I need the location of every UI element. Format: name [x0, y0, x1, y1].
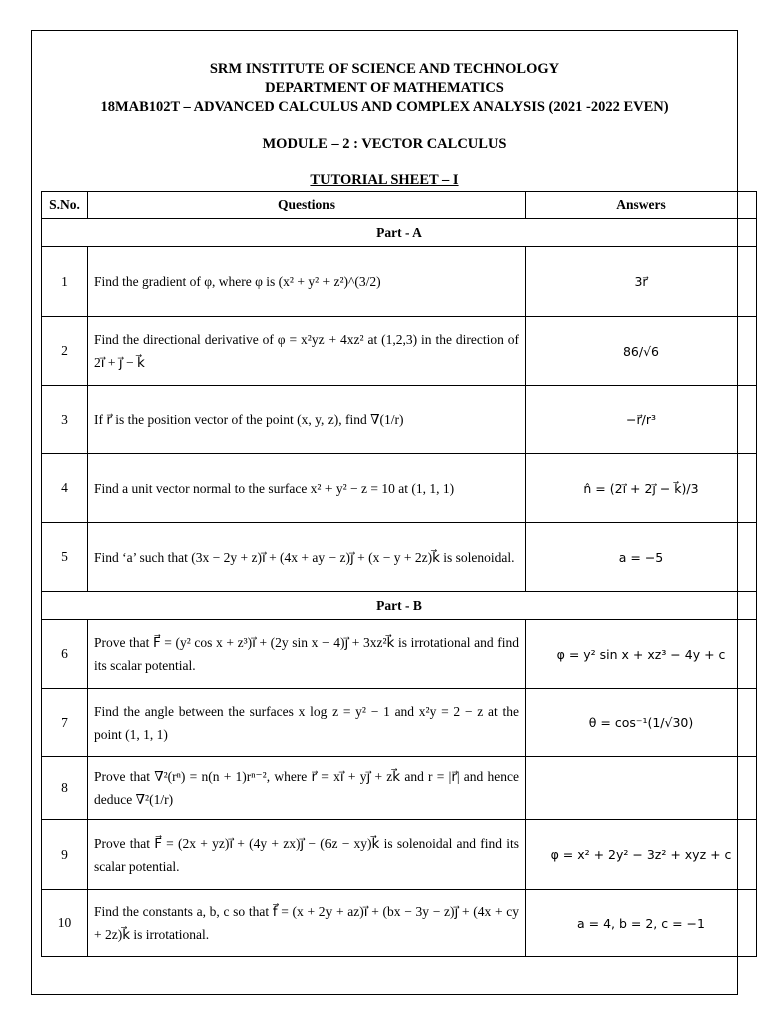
table-row [42, 620, 757, 689]
table-row [42, 820, 757, 890]
table-row [42, 890, 757, 957]
row-number: 10 [42, 890, 88, 957]
row-number: 2 [42, 317, 88, 386]
question-cell: If r⃗ is the position vector of the point (x, y, z), find ∇(1/r) [88, 386, 526, 454]
row-number: 9 [42, 820, 88, 890]
question-cell: Find ‘a’ such that (3x − 2y + z)i⃗ + (4x + ay − z)j⃗ + (x − y + 2z)k⃗ is solenoidal. [88, 523, 526, 592]
department-title: DEPARTMENT OF MATHEMATICS [265, 80, 504, 96]
table-row [42, 247, 757, 317]
table-row [42, 523, 757, 592]
answer-cell: θ = cos⁻¹(1/√30) [526, 689, 757, 757]
answer-cell: 86/√6 [526, 317, 757, 386]
table-header-row [42, 192, 757, 219]
sheet-title: TUTORIAL SHEET – I [310, 172, 459, 188]
row-number: 3 [42, 386, 88, 454]
question-cell: Prove that ∇²(rⁿ) = n(n + 1)rⁿ⁻², where r⃗ = xi⃗ + yj⃗ + zk⃗ and r = |r⃗| and hence deduce ∇²(1/r) [88, 757, 526, 820]
part-b-row [42, 592, 757, 620]
question-cell: Find the gradient of φ, where φ is (x² + y² + z²)^(3/2) [88, 247, 526, 317]
answer-cell: φ = x² + 2y² − 3z² + xyz + c [526, 820, 757, 890]
answer-cell: 3r⃗ [526, 247, 757, 317]
column-header-answers: Answers [526, 192, 757, 219]
row-number: 7 [42, 689, 88, 757]
answer-cell: φ = y² sin x + xz³ − 4y + c [526, 620, 757, 689]
question-cell: Prove that F⃗ = (2x + yz)i⃗ + (4y + zx)j⃗ − (6z − xy)k⃗ is solenoidal and find its scalar potential. [88, 820, 526, 890]
table-row [42, 317, 757, 386]
row-number: 8 [42, 757, 88, 820]
column-header-sno: S.No. [42, 192, 88, 219]
part-b-label: Part - B [42, 592, 757, 620]
tutorial-table [41, 191, 757, 957]
answer-cell: a = 4, b = 2, c = −1 [526, 890, 757, 957]
question-cell: Prove that F⃗ = (y² cos x + z³)i⃗ + (2y sin x − 4)j⃗ + 3xz²k⃗ is irrotational and find its scalar potential. [88, 620, 526, 689]
table-row [42, 757, 757, 820]
column-header-questions: Questions [88, 192, 526, 219]
table-row [42, 454, 757, 523]
course-title: 18MAB102T – ADVANCED CALCULUS AND COMPLEX ANALYSIS (2021 -2022 EVEN) [100, 99, 669, 115]
table-row [42, 386, 757, 454]
answer-cell: a = −5 [526, 523, 757, 592]
row-number: 6 [42, 620, 88, 689]
answer-cell [526, 757, 757, 820]
institute-title: SRM INSTITUTE OF SCIENCE AND TECHNOLOGY [209, 61, 560, 77]
table-row [42, 689, 757, 757]
question-cell: Find the constants a, b, c so that f⃗ = (x + 2y + az)i⃗ + (bx − 3y − z)j⃗ + (4x + cy + 2z)k⃗ is irrotational. [88, 890, 526, 957]
part-a-row [42, 219, 757, 247]
answer-cell: n̂ = (2i⃗ + 2j⃗ − k⃗)/3 [526, 454, 757, 523]
part-a-label: Part - A [42, 219, 757, 247]
question-cell: Find the directional derivative of φ = x²yz + 4xz² at (1,2,3) in the direction of 2i⃗ + j⃗ − k⃗ [88, 317, 526, 386]
question-cell: Find the angle between the surfaces x log z = y² − 1 and x²y = 2 − z at the point (1, 1, 1) [88, 689, 526, 757]
row-number: 4 [42, 454, 88, 523]
module-title: MODULE – 2 : VECTOR CALCULUS [262, 136, 507, 152]
answer-cell: −r⃗/r³ [526, 386, 757, 454]
row-number: 5 [42, 523, 88, 592]
row-number: 1 [42, 247, 88, 317]
question-cell: Find a unit vector normal to the surface x² + y² − z = 10 at (1, 1, 1) [88, 454, 526, 523]
